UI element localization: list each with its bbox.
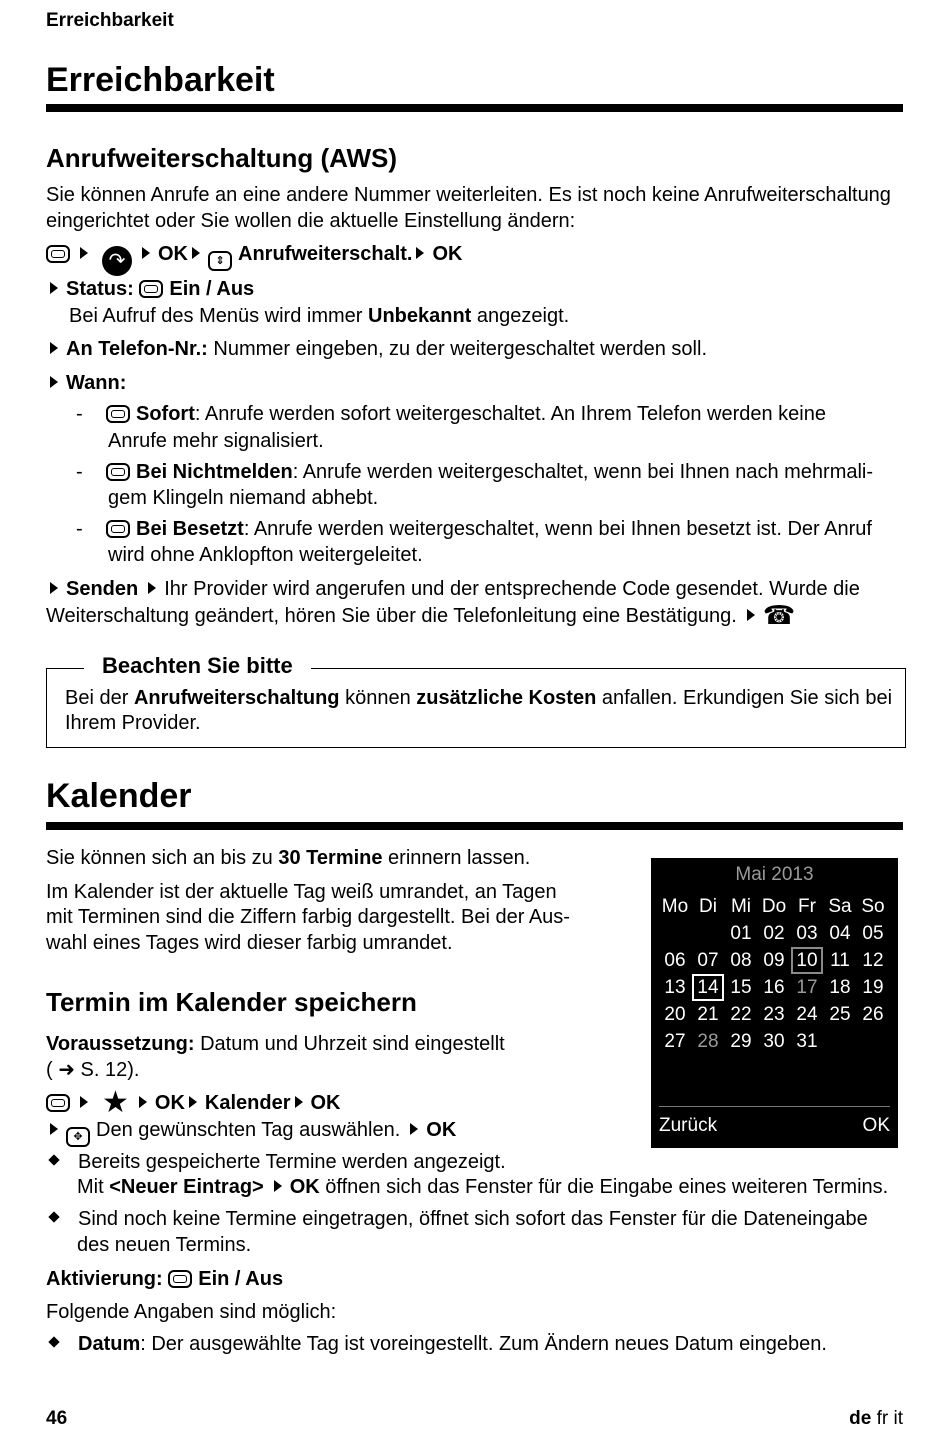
arrow-icon	[50, 282, 58, 294]
calendar-day[interactable]: 21	[697, 1004, 719, 1025]
arrow-icon	[747, 609, 755, 621]
phone-label: An Telefon-Nr.:	[66, 338, 208, 360]
calendar-day[interactable]: 29	[730, 1031, 752, 1052]
arrow-icon	[416, 247, 424, 259]
para-text: Sie können sich an bis zu	[46, 847, 279, 869]
section-rule	[46, 822, 903, 830]
calendar-day[interactable]: 10	[791, 947, 823, 974]
calendar-weekday: Do	[761, 896, 787, 917]
menu-key-icon	[106, 520, 130, 538]
bullet-icon	[48, 1154, 59, 1165]
calendar-day[interactable]: 23	[763, 1004, 785, 1025]
arrow-icon	[50, 376, 58, 388]
calendar-weekday: Di	[699, 896, 717, 917]
calendar-display	[651, 858, 898, 1148]
following-line: Folgende Angaben sind möglich:	[46, 1301, 337, 1323]
arrow-icon	[80, 1096, 88, 1108]
send-text: Weiterschaltung geändert, hören Sie über die Telefonleitung eine Bestätigung.	[46, 605, 737, 627]
calendar-day[interactable]: 26	[862, 1004, 884, 1025]
bullet-icon	[48, 1336, 59, 1347]
option-name: Bei Besetzt	[136, 518, 244, 540]
menu-key-icon	[106, 463, 130, 481]
option-name: Sofort	[136, 403, 195, 425]
option-nichtmelden: - Bei Nichtmelden: Anrufe werden weitergeschaltet, wenn bei Ihnen nach mehrmali-	[76, 461, 874, 483]
arrow-icon	[189, 1096, 197, 1108]
note-bold: Anrufweiterschaltung	[133, 687, 340, 709]
arrow-icon	[192, 247, 200, 259]
note-text: Bei der	[65, 687, 134, 709]
option-text: : Anrufe werden sofort weitergeschaltet. An Ihrem Telefon werden keine	[194, 403, 826, 425]
calendar-weekday: Mo	[661, 896, 689, 917]
softkey-ok[interactable]: OK	[862, 1115, 890, 1136]
end-call-icon: ☎	[762, 600, 796, 630]
kalender-para-1	[46, 845, 530, 871]
note-bold: zusätzliche Kosten	[416, 687, 597, 709]
send-text: Ihr Provider wird angerufen und der entsprechende Code gesendet. Wurde die	[164, 578, 860, 600]
option-sofort: - Sofort: Anrufe werden sofort weitergeschaltet. An Ihrem Telefon werden keine	[76, 403, 826, 425]
bullet-text: : Der ausgewählte Tag ist voreingestellt. Zum Ändern neues Datum eingeben.	[140, 1333, 827, 1355]
arrow-icon	[142, 247, 150, 259]
calendar-day[interactable]: 16	[763, 977, 785, 998]
calendar-day[interactable]: 12	[862, 950, 884, 971]
phone-text: Nummer eingeben, zu der weitergeschaltet werden soll.	[207, 338, 707, 360]
bullet-text: Bereits gespeicherte Termine werden angezeigt.	[78, 1151, 506, 1173]
arrow-icon	[139, 1096, 147, 1108]
calendar-day[interactable]: 25	[829, 1004, 851, 1025]
status-note	[69, 303, 569, 329]
bullet-text: öffnen sich das Fenster für die Eingabe eines weiteren Termins.	[319, 1176, 889, 1198]
calendar-weekday: Sa	[828, 896, 852, 917]
arrow-icon	[148, 582, 156, 594]
send-label: Senden	[66, 578, 139, 600]
select-ok: OK	[426, 1119, 457, 1141]
calendar-day[interactable]: 01	[730, 923, 752, 944]
menu-key-icon	[139, 280, 163, 298]
bullet-bold: OK	[289, 1176, 320, 1198]
status-line	[46, 276, 254, 302]
activation-label: Aktivierung:	[46, 1268, 163, 1290]
nav-key-icon: ✥	[66, 1127, 90, 1147]
option-besetzt-line2: wird ohne Anklopfton weitergeleitet.	[108, 544, 423, 566]
arrow-icon	[80, 247, 88, 259]
phone-line	[46, 336, 707, 362]
when-label: Wann:	[66, 372, 127, 394]
when-line	[46, 370, 126, 396]
bullet-text: Sind noch keine Termine eingetragen, öffnet sich sofort das Fenster für die Dateneingabe	[78, 1208, 868, 1230]
calendar-day[interactable]: 18	[829, 977, 851, 998]
calendar-day[interactable]: 17	[796, 977, 818, 998]
calendar-week-row	[659, 947, 890, 974]
ref-arrow-icon: ➜	[58, 1059, 75, 1081]
calendar-day[interactable]: 20	[664, 1004, 686, 1025]
path-ok: OK	[310, 1092, 341, 1114]
calendar-day-today[interactable]: 14	[692, 974, 724, 1001]
prereq-text: Datum und Uhrzeit sind eingestellt	[194, 1033, 505, 1055]
calendar-day[interactable]: 09	[763, 950, 785, 971]
status-note-bold: Unbekannt	[368, 305, 472, 327]
section-rule	[46, 104, 903, 112]
calendar-day[interactable]: 02	[763, 923, 785, 944]
option-text: : Anrufe werden weitergeschaltet, wenn bei Ihnen besetzt ist. Der Anruf	[243, 518, 872, 540]
subsection-title-aws: Anrufweiterschaltung (AWS)	[46, 143, 398, 173]
prereq-line	[46, 1031, 505, 1057]
bullet-2-line-1	[50, 1206, 868, 1232]
intro-line-1: Sie können Anrufe an eine andere Nummer weiterleiten. Es ist noch keine Anrufweiterschaltung	[46, 184, 891, 206]
note-text: anfallen. Erkundigen Sie sich bei	[596, 687, 893, 709]
bullet-bold: Datum	[78, 1333, 141, 1355]
path-menu-item: Kalender	[204, 1092, 291, 1114]
kalender-para-2-line-2: mit Terminen sind die Ziffern farbig dargestellt. Bei der Aus-	[46, 906, 570, 928]
calendar-day[interactable]: 07	[697, 950, 719, 971]
bullet-icon	[48, 1211, 59, 1222]
calendar-week-row	[659, 974, 890, 1001]
path-menu-item: Anrufweiterschalt.	[238, 243, 413, 265]
arrow-icon	[295, 1096, 303, 1108]
option-nichtmelden-line2: gem Klingeln niemand abhebt.	[108, 487, 379, 509]
note-line-2: Ihrem Provider.	[65, 712, 201, 734]
star-icon: ★	[102, 1086, 129, 1119]
status-note-text: Bei Aufruf des Menüs wird immer	[69, 305, 368, 327]
arrow-icon	[274, 1180, 282, 1192]
note-title: Beachten Sie bitte	[84, 652, 311, 680]
calendar-day[interactable]: 06	[664, 950, 686, 971]
kalender-para-2-line-3: wahl eines Tages wird dieser farbig umrandet.	[46, 932, 453, 954]
status-note-text: angezeigt.	[471, 305, 570, 327]
menu-path-aws	[46, 241, 462, 276]
option-besetzt: - Bei Besetzt: Anrufe werden weitergeschaltet, wenn bei Ihnen besetzt ist. Der Anruf	[76, 518, 872, 540]
bullet-1-line-2	[77, 1174, 888, 1200]
calendar-day[interactable]: 28	[697, 1031, 719, 1052]
prereq-label: Voraussetzung:	[46, 1033, 195, 1055]
send-line-2	[46, 602, 795, 629]
menu-path-kalender	[46, 1086, 341, 1119]
path-ok: OK	[154, 1092, 185, 1114]
calendar-week-row	[659, 920, 890, 947]
calendar-day[interactable]: 27	[664, 1031, 686, 1052]
path-ok: OK	[432, 243, 463, 265]
calendar-week-row	[659, 1001, 890, 1028]
language-current: de	[849, 1408, 872, 1429]
menu-key-icon	[106, 405, 130, 423]
arrow-icon	[410, 1123, 418, 1135]
select-text: Den gewünschten Tag auswählen.	[96, 1119, 401, 1141]
bullet-1-line-1	[50, 1149, 506, 1175]
option-text: : Anrufe werden weitergeschaltet, wenn bei Ihnen nach mehrmali-	[292, 461, 874, 483]
calendar-day[interactable]: 13	[664, 977, 686, 998]
menu-key-icon	[46, 245, 70, 263]
section-title-kalender: Kalender	[46, 777, 192, 815]
calendar-day[interactable]: 22	[730, 1004, 752, 1025]
page-reference: S. 12).	[80, 1059, 140, 1081]
menu-key-icon	[46, 1094, 70, 1112]
calendar-divider	[659, 1106, 890, 1107]
calendar-day[interactable]: 15	[730, 977, 752, 998]
running-header: Erreichbarkeit	[46, 10, 174, 31]
calendar-weekday-row	[659, 893, 890, 920]
path-ok: OK	[158, 243, 188, 265]
kalender-para-2-line-1: Im Kalender ist der aktuelle Tag weiß umrandet, an Tagen	[46, 881, 557, 903]
arrow-icon	[50, 342, 58, 354]
page-number: 46	[46, 1408, 68, 1429]
section-title-erreichbarkeit: Erreichbarkeit	[46, 61, 275, 99]
para-text: erinnern lassen.	[382, 847, 531, 869]
option-name: Bei Nichtmelden	[136, 461, 293, 483]
para-bold: 30 Termine	[278, 847, 383, 869]
calendar-day[interactable]: 24	[796, 1004, 818, 1025]
calendar-day[interactable]: 05	[862, 923, 884, 944]
bullet-bold: <Neuer Eintrag>	[109, 1176, 264, 1198]
calendar-day[interactable]: 31	[796, 1031, 818, 1052]
bullet-2-line-2: des neuen Termins.	[77, 1234, 252, 1256]
send-line	[46, 576, 860, 602]
calendar-day[interactable]: 08	[730, 950, 752, 971]
nav-key-icon: ⇕	[208, 251, 232, 271]
intro-line-2: eingerichtet oder Sie wollen die aktuelle Einstellung ändern:	[46, 210, 576, 232]
option-sofort-line2: Anrufe mehr signalisiert.	[108, 430, 324, 452]
language-indicator	[849, 1406, 903, 1432]
calendar-day[interactable]: 19	[862, 977, 884, 998]
calendar-weekday: Mi	[730, 896, 752, 917]
calendar-weekday: So	[861, 896, 885, 917]
arrow-icon	[50, 1123, 58, 1135]
calendar-weekday: Fr	[798, 896, 816, 917]
activation-line	[46, 1266, 283, 1292]
calendar-week-row	[659, 1028, 890, 1055]
prereq-ref: ( ➜ S. 12).	[46, 1059, 140, 1081]
forward-call-icon: ↷	[102, 246, 132, 276]
note-text: können	[339, 687, 417, 709]
calendar-day[interactable]: 04	[829, 923, 851, 944]
arrow-icon	[50, 582, 58, 594]
menu-key-icon	[168, 1270, 192, 1288]
calendar-day[interactable]: 03	[796, 923, 818, 944]
subsection-title-termin: Termin im Kalender speichern	[46, 987, 417, 1017]
softkey-back[interactable]: Zurück	[659, 1115, 718, 1136]
select-day-line	[46, 1117, 456, 1147]
bullet-3	[50, 1331, 827, 1357]
activation-value: Ein / Aus	[198, 1268, 284, 1290]
note-line-1	[65, 685, 892, 711]
language-others: fr it	[871, 1408, 903, 1429]
bullet-text: Mit	[77, 1176, 110, 1198]
calendar-day[interactable]: 11	[830, 950, 850, 971]
calendar-month-title: Mai 2013	[735, 864, 814, 885]
calendar-day[interactable]: 30	[763, 1031, 785, 1052]
status-value: Ein / Aus	[169, 278, 255, 300]
status-label: Status:	[66, 278, 134, 300]
